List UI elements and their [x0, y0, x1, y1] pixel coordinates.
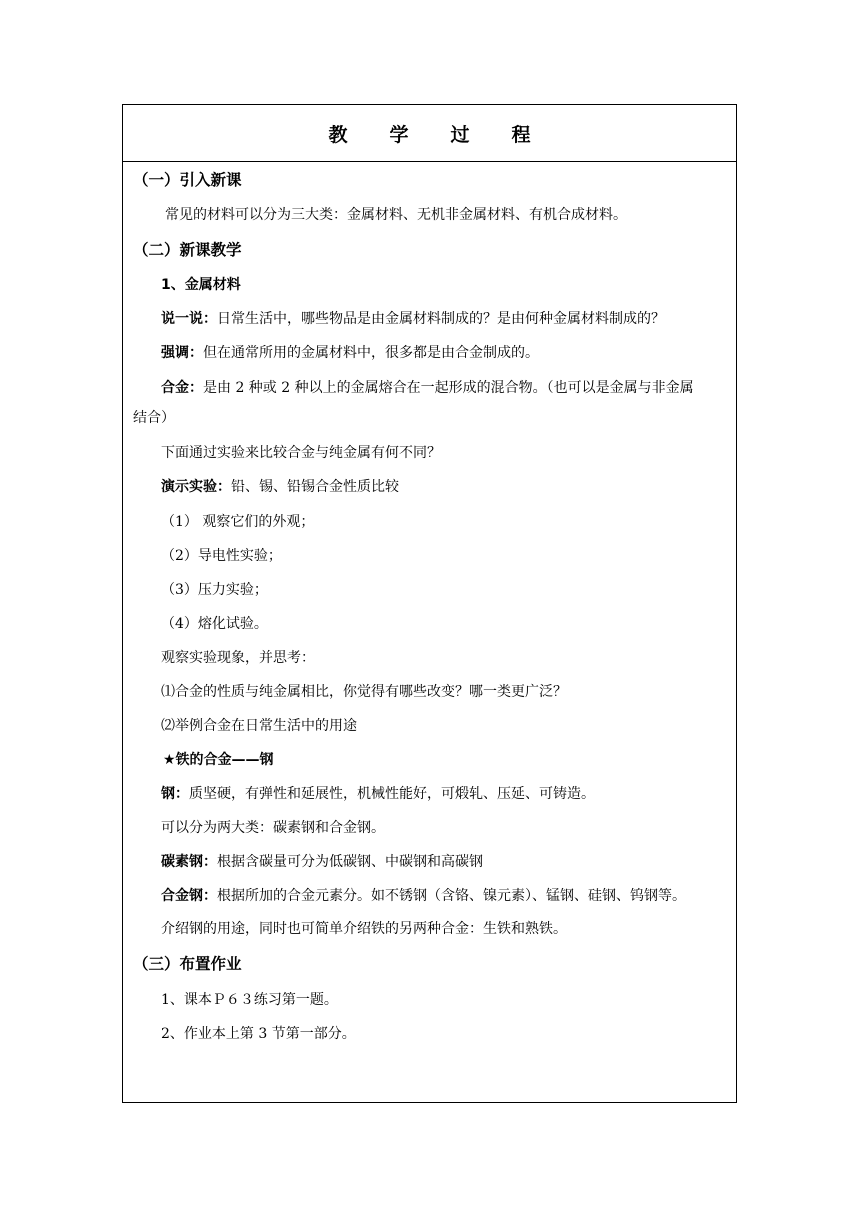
section-heading-teaching: （二）新课教学: [133, 241, 242, 259]
alloy-steel-paragraph: [161, 886, 686, 906]
alloy-label: 合金：: [161, 380, 203, 396]
carbon-steel-paragraph: [161, 852, 483, 872]
section-heading-homework: （三）布置作业: [133, 955, 242, 973]
question-item: ⑴合金的性质与纯金属相比，你觉得有哪些改变？哪一类更广泛？: [161, 684, 567, 700]
say-label: 说一说：: [161, 311, 217, 327]
step-item: （3）压力实验；: [161, 582, 268, 598]
two-types-text: 可以分为两大类：碳素钢和合金钢。: [161, 820, 385, 836]
demo-label: 演示实验：: [161, 479, 231, 495]
lesson-table: [122, 104, 737, 1103]
steel-text: 质坚硬，有弹性和延展性，机械性能好，可煅轧、压延、可铸造。: [189, 786, 595, 802]
say-paragraph: [161, 309, 665, 329]
title-row: [123, 105, 736, 162]
alloy-text-2: 结合）: [133, 410, 175, 426]
say-text: 日常生活中，哪些物品是由金属材料制成的？是由何种金属材料制成的？: [217, 311, 665, 327]
step-item: （2）导电性实验；: [161, 548, 282, 564]
intro-steel-text: 介绍钢的用途，同时也可简单介绍铁的另两种合金：生铁和熟铁。: [161, 921, 567, 937]
alloy-steel-label: 合金钢：: [161, 888, 217, 904]
emphasis-label: 强调：: [161, 345, 203, 361]
emphasis-paragraph: [161, 343, 539, 363]
observe-text: 观察实验现象，并思考：: [161, 650, 315, 666]
carbon-steel-label: 碳素钢：: [161, 854, 217, 870]
alloy-steel-text: 根据所加的合金元素分。如不锈钢（含铬、镍元素）、锰钢、硅钢、钨钢等。: [217, 888, 686, 904]
iron-alloy-heading: ★铁的合金——钢: [163, 752, 274, 768]
alloy-text-1: 是由 2 种或 2 种以上的金属熔合在一起形成的混合物。（也可以是金属与非金属: [203, 380, 694, 396]
steel-label: 钢：: [161, 786, 189, 802]
demo-paragraph: [161, 477, 399, 497]
carbon-steel-text: 根据含碳量可分为低碳钢、中碳钢和高碳钢: [217, 854, 483, 870]
subheading-metal-materials: 1、金属材料: [161, 277, 241, 293]
step-item: （4）熔化试验。: [161, 616, 268, 632]
homework-item: 1、课本Ｐ６３练习第一题。: [161, 992, 338, 1008]
homework-item: 2、作业本上第 3 节第一部分。: [161, 1026, 356, 1042]
compare-text: 下面通过实验来比较合金与纯金属有何不同？: [161, 445, 441, 461]
steel-paragraph: [161, 784, 595, 804]
alloy-paragraph: [161, 378, 694, 398]
section-heading-intro: （一）引入新课: [133, 171, 242, 189]
page-title: 教学过程: [328, 123, 573, 146]
emphasis-text: 但在通常所用的金属材料中，很多都是由合金制成的。: [203, 345, 539, 361]
demo-text: 铅、锡、铅锡合金性质比较: [231, 479, 399, 495]
step-item: （1） 观察它们的外观；: [161, 514, 315, 530]
intro-text: 常见的材料可以分为三大类：金属材料、无机非金属材料、有机合成材料。: [165, 207, 627, 223]
question-item: ⑵举例合金在日常生活中的用途: [161, 718, 357, 734]
